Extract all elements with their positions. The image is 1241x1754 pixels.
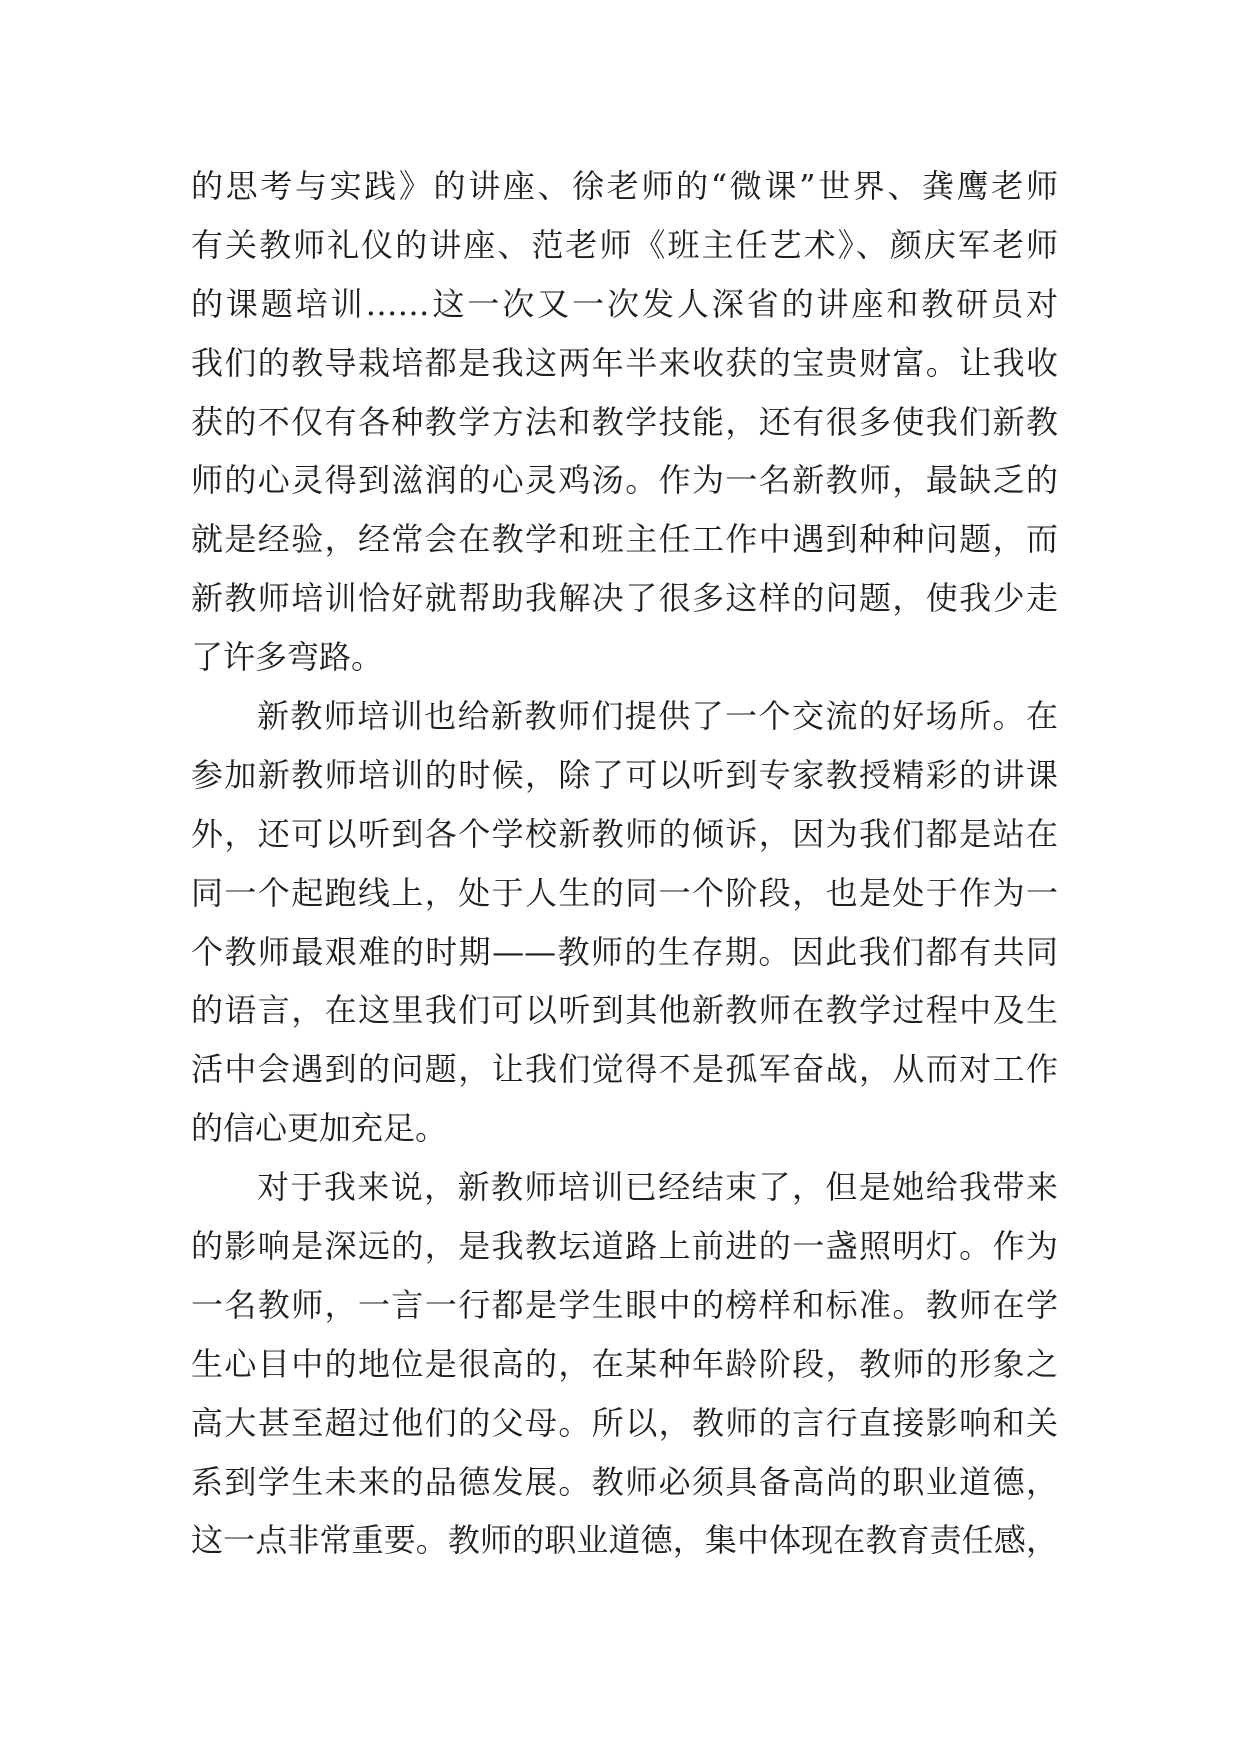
text-line: 参加新教师培训的时候，除了可以听到专家教授精彩的讲课 (191, 755, 1058, 794)
text-line: 同一个起跑线上，处于人生的同一个阶段，也是处于作为一 (191, 873, 1058, 912)
text-line: 高大甚至超过他们的父母。所以，教师的言行直接影响和关 (191, 1403, 1058, 1442)
text-line: 一名教师，一言一行都是学生眼中的榜样和标准。教师在学 (191, 1285, 1058, 1324)
text-line: 系到学生未来的品德发展。教师必须具备高尚的职业道德， (191, 1462, 1058, 1501)
text-line: 活中会遇到的问题，让我们觉得不是孤军奋战，从而对工作 (191, 1050, 1058, 1089)
text-line: 的课题培训……这一次又一次发人深省的讲座和教研员对 (191, 284, 1058, 323)
text-line: 新教师培训也给新教师们提供了一个交流的好场所。在 (257, 697, 1058, 736)
text-line: 了许多弯路。 (191, 638, 384, 677)
paragraph-1 (191, 157, 1058, 687)
text-line: 对于我来说，新教师培训已经结束了，但是她给我带来 (257, 1168, 1058, 1207)
paragraph-2 (191, 687, 1058, 1158)
text-line: 有关教师礼仪的讲座、范老师《班主任艺术》、颜庆军老师 (191, 225, 1058, 264)
paragraph-3 (191, 1158, 1058, 1570)
text-line: 我们的教导栽培都是我这两年半来收获的宝贵财富。让我收 (191, 343, 1058, 382)
document-body (191, 157, 1058, 1570)
text-line: 这一点非常重要。教师的职业道德，集中体现在教育责任感， (191, 1521, 1058, 1560)
text-line: 获的不仅有各种教学方法和教学技能，还有很多使我们新教 (191, 402, 1058, 441)
text-line: 外，还可以听到各个学校新教师的倾诉，因为我们都是站在 (191, 814, 1058, 853)
text-line: 师的心灵得到滋润的心灵鸡汤。作为一名新教师，最缺乏的 (191, 461, 1058, 500)
text-line: 就是经验，经常会在教学和班主任工作中遇到种种问题，而 (191, 520, 1058, 559)
text-line: 生心目中的地位是很高的，在某种年龄阶段，教师的形象之 (191, 1344, 1058, 1383)
text-line: 的思考与实践》的讲座、徐老师的“微课”世界、龚鹰老师 (191, 167, 1058, 205)
text-line: 的语言，在这里我们可以听到其他新教师在教学过程中及生 (191, 991, 1058, 1030)
text-line: 新教师培训恰好就帮助我解决了很多这样的问题，使我少走 (191, 579, 1058, 618)
text-line: 的信心更加充足。 (191, 1109, 448, 1148)
text-line: 的影响是深远的，是我教坛道路上前进的一盏照明灯。作为 (191, 1227, 1058, 1266)
text-line: 个教师最艰难的时期——教师的生存期。因此我们都有共同 (191, 932, 1058, 971)
